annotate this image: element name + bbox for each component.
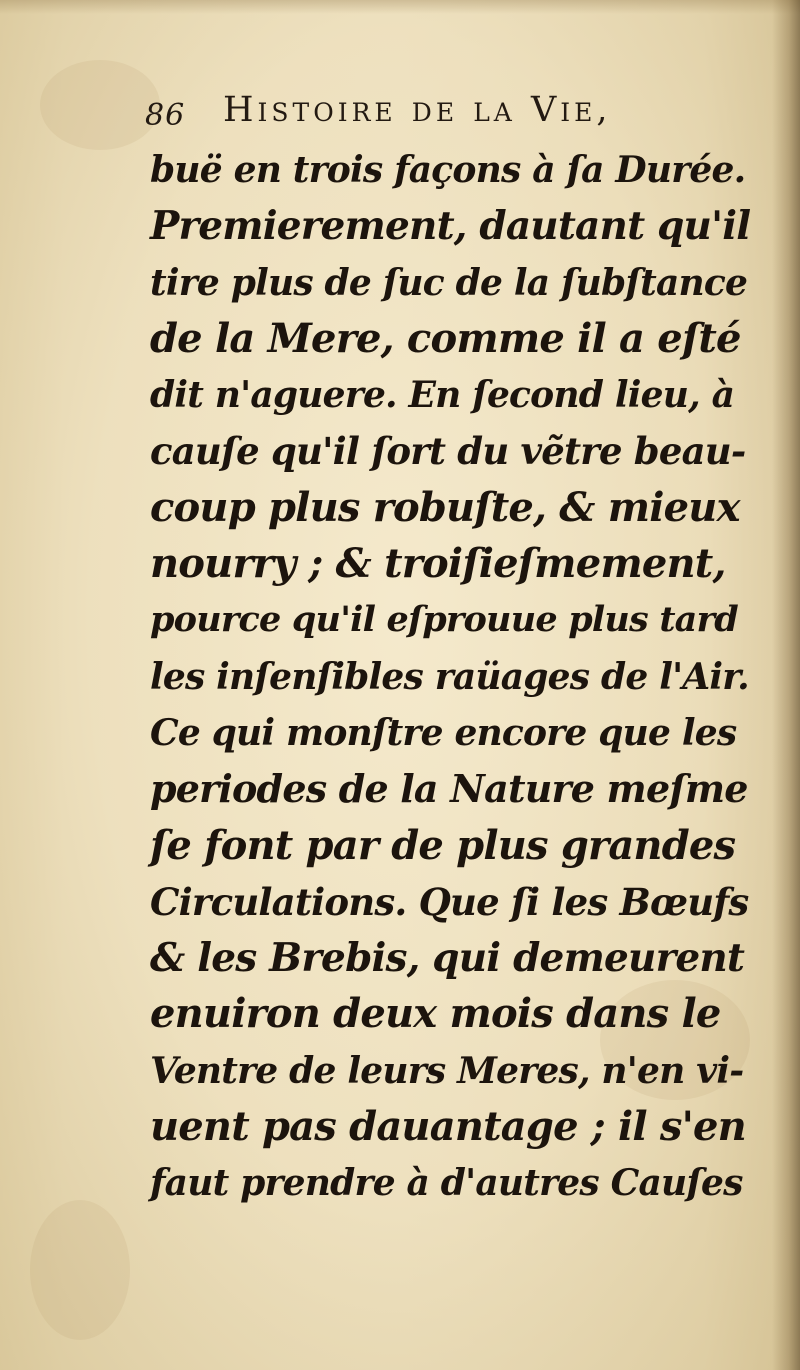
text-line: faut prendre à d'autres Cauſes xyxy=(150,1162,743,1205)
text-line: & les Brebis, qui demeurent xyxy=(150,935,745,982)
page-top-edge xyxy=(0,0,800,14)
text-line: cauſe qu'il ſort du vẽtre beau- xyxy=(150,429,746,474)
paper-stain xyxy=(40,60,160,150)
text-line: uent pas dauantage ; il s'en xyxy=(150,1103,746,1151)
text-line: enuiron deux mois dans le xyxy=(150,990,721,1038)
text-line: periodes de la Nature meſme xyxy=(150,766,748,812)
text-line: coup plus robuſte, & mieux xyxy=(150,483,740,531)
text-line: ſe font par de plus grandes xyxy=(150,821,736,869)
text-line: Circulations. Que ſi les Bœufs xyxy=(150,879,749,924)
text-line: Premierement, dautant qu'il xyxy=(150,203,751,250)
text-line: pource qu'il eſprouue plus tard xyxy=(150,599,738,641)
running-title: Histoire de la Vie, xyxy=(223,90,612,130)
text-line: les inſenſibles raüages de l'Air. xyxy=(150,655,749,698)
text-line: dit n'aguere. En ſecond lieu, à xyxy=(150,374,735,417)
text-line: Ventre de leurs Meres, n'en vi- xyxy=(150,1049,744,1092)
text-line: tire plus de ſuc de la ſubſtance xyxy=(150,261,748,304)
text-line: buë en trois façons à ſa Durée. xyxy=(150,149,746,191)
text-line: Ce qui monſtre encore que les xyxy=(150,711,737,754)
text-line: de la Mere, comme il a eſté xyxy=(150,314,741,362)
text-line: nourry ; & troiſieſmement, xyxy=(150,540,726,588)
body-text xyxy=(150,142,750,1212)
paper-stain xyxy=(30,1200,130,1340)
page-number: 86 xyxy=(145,98,186,133)
page-gutter-shadow xyxy=(772,0,800,1370)
running-head xyxy=(145,88,705,138)
